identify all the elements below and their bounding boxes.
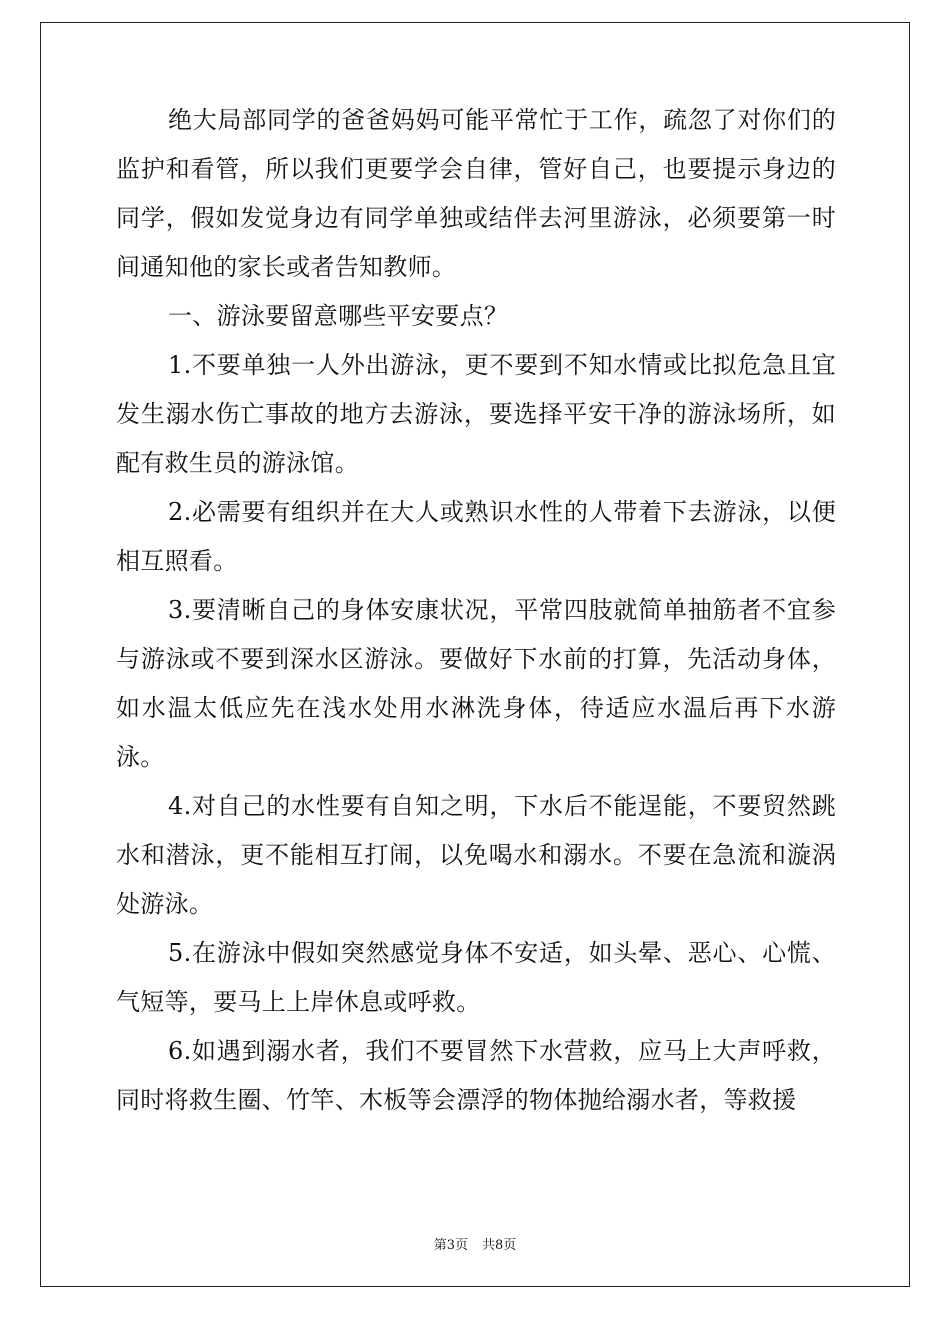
list-item-2: 2.必需要有组织并在大人或熟识水性的人带着下去游泳，以便相互照看。 xyxy=(116,498,836,575)
page-footer xyxy=(0,1234,950,1253)
list-item-6: 6.如遇到溺水者，我们不要冒然下水营救，应马上大声呼救，同时将救生圈、竹竿、木板等会漂浮的物体抛给溺水者，等救援 xyxy=(116,1037,836,1114)
list-item-4: 4.对自己的水性要有自知之明，下水后不能逞能，不要贸然跳水和潜泳，更不能相互打闹，以免喝水和溺水。不要在急流和漩涡处游泳。 xyxy=(116,792,836,918)
list-item-1: 1.不要单独一人外出游泳，更不要到不知水情或比拟危急且宜发生溺水伤亡事故的地方去游泳，要选择平安干净的游泳场所，如配有救生员的游泳馆。 xyxy=(116,351,836,477)
list-item-3: 3.要清晰自己的身体安康状况，平常四肢就简单抽筋者不宜参与游泳或不要到深水区游泳。要做好下水前的打算，先活动身体，如水温太低应先在浅水处用水淋洗身体，待适应水温后再下水游泳。 xyxy=(116,596,836,771)
page-number: 第3页 xyxy=(433,1238,468,1253)
section-heading: 一、游泳要留意哪些平安要点？ xyxy=(168,302,509,330)
page-total: 共8页 xyxy=(482,1238,517,1253)
list-item-5: 5.在游泳中假如突然感觉身体不安适，如头晕、恶心、心慌、气短等，要马上上岸休息或呼救。 xyxy=(116,939,836,1016)
paragraph-intro: 绝大局部同学的爸爸妈妈可能平常忙于工作，疏忽了对你们的监护和看管，所以我们更要学会自律，管好自己，也要提示身边的同学，假如发觉身边有同学单独或结伴去河里游泳，必须要第一时间通知他的家长或者告知教师。 xyxy=(116,106,836,281)
document-body xyxy=(116,96,836,1125)
